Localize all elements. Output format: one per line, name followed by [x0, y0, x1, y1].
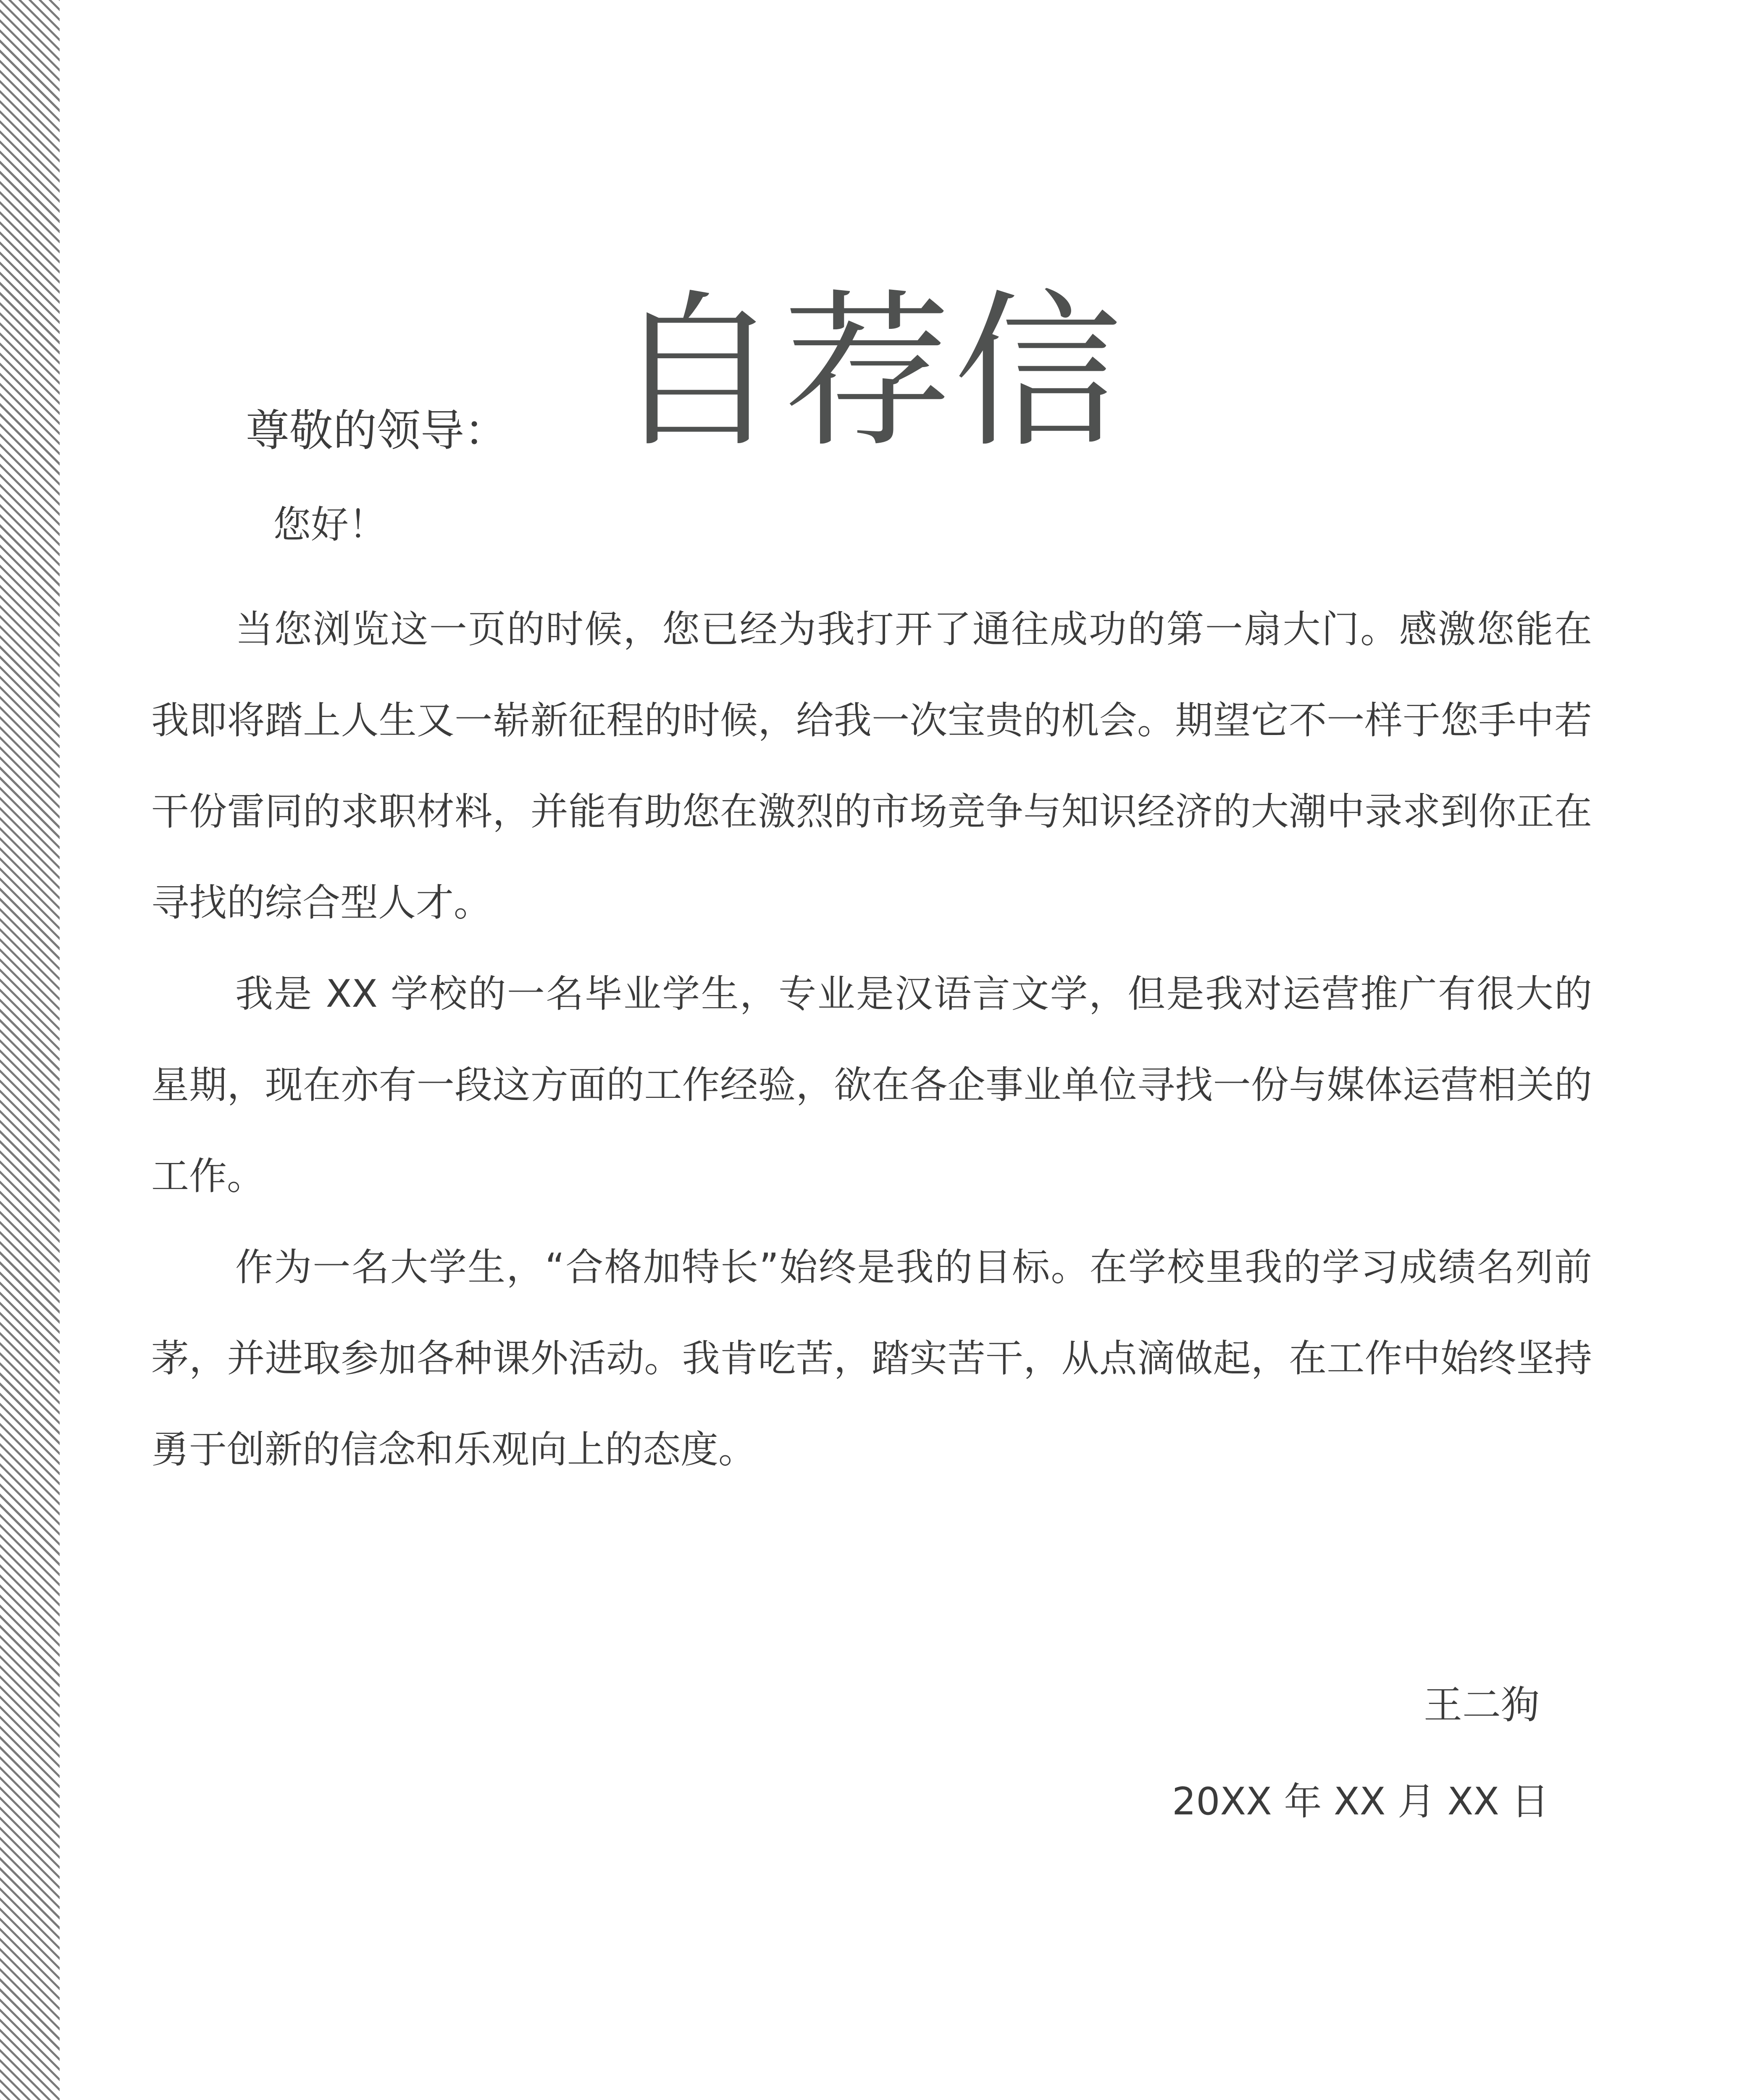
letter-body: [151, 584, 1592, 1495]
page-title: 自荐信: [612, 275, 1125, 470]
paragraph-goals: 作为一名大学生，“合格加特长”始终是我的目标。在学校里我的学习成绩名列前茅，并进取参加各种课外活动。我肯吃苦，踏实苦干，从点滴做起，在工作中始终坚持勇于创新的信念和乐观向上的态度。: [151, 1245, 1592, 1472]
signature-date: 20XX 年 XX 月 XX 日: [1172, 1780, 1549, 1824]
signature-name: 王二狗: [1423, 1683, 1540, 1727]
paragraph-intro: 当您浏览这一页的时候，您已经为我打开了通往成功的第一扇大门。感激您能在我即将踏上人生又一崭新征程的时候，给我一次宝贵的机会。期望它不一样于您手中若干份雷同的求职材料，并能有助您在激烈的市场竞争与知识经济的大潮中录求到你正在寻找的综合型人才。: [151, 607, 1592, 925]
greeting: 您好！: [273, 503, 386, 547]
salutation: 尊敬的领导：: [246, 405, 508, 456]
paragraph-background: 我是 XX 学校的一名毕业学生，专业是汉语言文学，但是我对运营推广有很大的星期，现在亦有一段这方面的工作经验，欲在各企事业单位寻找一份与媒体运营相关的工作。: [151, 972, 1592, 1198]
